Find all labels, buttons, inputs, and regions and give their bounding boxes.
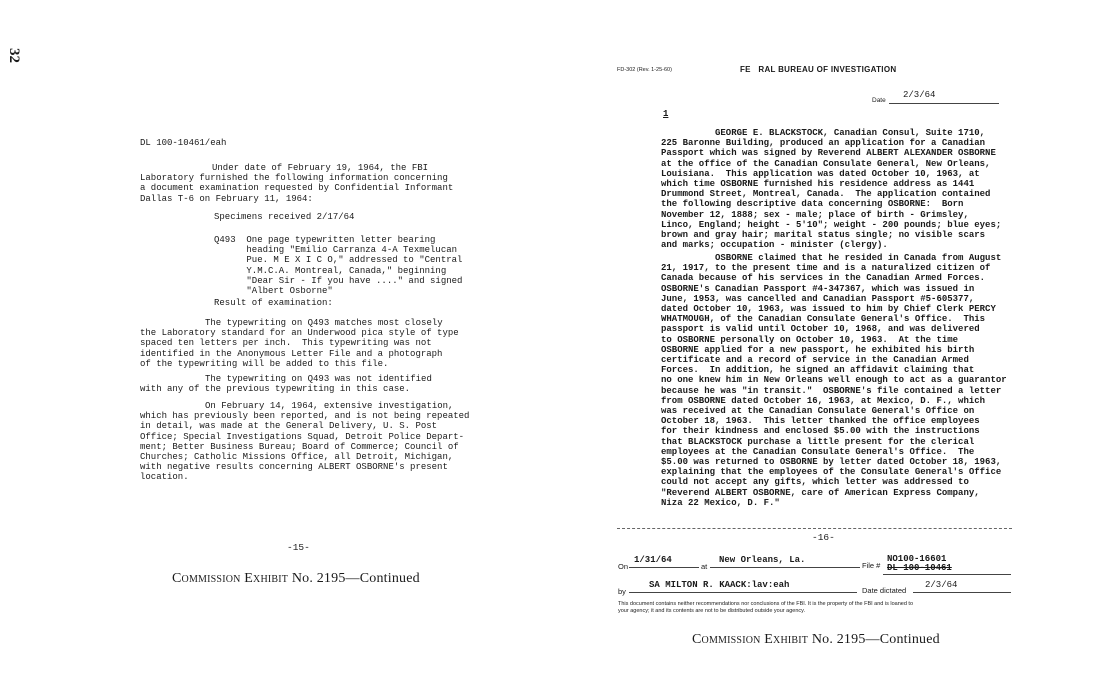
left-paragraph-2 (140, 318, 459, 369)
item-number: 1 (663, 109, 669, 119)
text-line: heading "Emilio Carranza 4-A Texmelucan (214, 245, 458, 256)
file-value-struck: DL 100-10461 (887, 563, 952, 573)
text-line: ment; Better Business Bureau; Board of Commerce; Council of (140, 441, 459, 452)
text-line: Q493 One page typewritten letter bearing (214, 235, 436, 245)
text-line: spaced ten letters per inch. This typewriting was not (140, 338, 432, 349)
dictated-value: 2/3/64 (925, 580, 958, 590)
text-line: Under date of February 19, 1964, the FBI (212, 163, 429, 173)
text-line: from OSBORNE dated October 16, 1963, at Mexico, D. F., which (661, 395, 986, 406)
exhibit-caption-suffix: No. 2195—Continued (291, 571, 420, 586)
left-paragraph-3 (140, 374, 432, 394)
left-page-number: -15- (287, 542, 310, 553)
right-paragraph-2 (661, 253, 1007, 508)
text-line: and marks; occupation - minister (clergy). (661, 240, 888, 251)
text-line: location. (140, 472, 189, 483)
text-line: June, 1953, was cancelled and Canadian Passport #5-605377, (661, 293, 975, 304)
date-label: Date (872, 97, 886, 104)
by-underline (629, 592, 857, 593)
text-line: Linco, England; height - 5'10"; weight - 200 pounds; blue eyes; (661, 219, 1002, 230)
text-line: the following descriptive data concerning OSBORNE: Born (661, 199, 964, 210)
text-line: dated October 10, 1963, was issued to him by Chief Clerk PERCY (661, 304, 996, 315)
on-label: On (618, 562, 629, 571)
text-line: which has previously been reported, and is not being repeated (140, 411, 470, 422)
text-line: $5.00 was returned to OSBORNE by letter dated October 18, 1963, (661, 457, 1002, 468)
text-line: no one knew him in New Orleans well enough to act as a guarantor (661, 375, 1007, 386)
text-line: "Dear Sir - If you have ...." and signed (214, 275, 463, 286)
text-line: could not accept any gifts, which letter was addressed to (661, 477, 969, 488)
text-line: explaining that the employees of the Consulate General's Office (661, 467, 1002, 478)
text-line: brown and gray hair; marital status single; no visible scars (661, 230, 986, 241)
file-value: NO100-16601 (887, 554, 947, 564)
right-page (547, 0, 1094, 691)
text-line: GEORGE E. BLACKSTOCK, Canadian Consul, Suite 1710, (661, 128, 986, 138)
text-line: Louisiana. This application was dated October 10, 1963, at (661, 168, 980, 179)
text-line: 225 Baronne Building, produced an application for a Canadian (661, 138, 986, 149)
right-exhibit-caption (692, 632, 940, 648)
text-line: of the typewriting will be added to this file. (140, 358, 389, 369)
at-underline (710, 567, 860, 568)
text-line: Laboratory furnished the following information concerning (140, 173, 448, 184)
agency-header: FE RAL BUREAU OF INVESTIGATION (740, 65, 897, 74)
text-line: OSBORNE claimed that he resided in Canada from August (661, 253, 1002, 263)
specimens-received: Specimens received 2/17/64 (214, 212, 355, 222)
text-line: The typewriting on Q493 matches most closely (178, 318, 443, 328)
text-line: Y.M.C.A. Montreal, Canada," beginning (214, 265, 447, 276)
text-line: certificate and a record of service in the Canadian Armed (661, 355, 969, 366)
text-line: OSBORNE applied for a new passport, he exhibited his birth (661, 344, 975, 355)
file-reference: DL 100-10461/eah (140, 138, 227, 148)
text-line: "Reverend ALBERT OSBORNE, care of American Express Company, (661, 487, 980, 498)
text-line: WHATMOUGH, of the Canadian Consulate General's Office. This (661, 314, 986, 325)
exhibit-caption-prefix: Commission Exhibit (692, 632, 809, 647)
at-value: New Orleans, La. (719, 555, 806, 565)
text-line: Drummond Street, Montreal, Canada. The application contained (661, 189, 991, 200)
text-line: with any of the previous typewriting in this case. (140, 384, 411, 395)
text-line: November 12, 1888; sex - male; place of birth - Grimsley, (661, 209, 969, 220)
on-underline (629, 567, 699, 568)
text-line: Churches; Catholic Missions Office, all Detroit, Michigan, (140, 452, 454, 463)
text-line: OSBORNE's Canadian Passport #4-347367, which was issued in (661, 283, 975, 294)
date-value: 2/3/64 (903, 90, 936, 100)
text-line: Forces. In addition, he signed an affidavit claiming that (661, 365, 975, 376)
by-value: SA MILTON R. KAACK:lav:eah (649, 580, 790, 590)
dictated-underline (913, 592, 1011, 593)
text-line: to OSBORNE personally on October 10, 1963. At the time (661, 334, 959, 345)
text-line: employees at the Canadian Consulate General's Office. The (661, 446, 975, 457)
volume-page-number: 32 (6, 48, 22, 63)
text-line: was received at the Canadian Consulate General's Office on (661, 406, 975, 417)
text-line: identified in the Anonymous Letter File and a photograph (140, 348, 443, 359)
disclaimer-line: This document contains neither recommendations nor conclusions of the FBI. It is the property of the FBI and is loaned to (618, 601, 914, 607)
file-label: File # (862, 561, 881, 570)
date-underline (889, 103, 999, 104)
text-line: Passport which was signed by Reverend ALBERT ALEXANDER OSBORNE (661, 148, 996, 159)
at-label: at (701, 562, 708, 571)
text-line: for their kindness and enclosed $5.00 with the instructions (661, 426, 980, 437)
text-line: Office; Special Investigations Squad, Detroit Police Depart- (140, 431, 465, 442)
footer-rule (617, 528, 1012, 529)
text-line: "Albert Osborne" (214, 286, 333, 297)
file-underline (883, 574, 1011, 575)
on-value: 1/31/64 (634, 555, 672, 565)
text-line: passport is valid until October 10, 1968, and was delivered (661, 324, 980, 335)
result-heading: Result of examination: (214, 298, 333, 308)
text-line: a document examination requested by Confidential Informant (140, 183, 454, 194)
text-line: Pue. M E X I C O," addressed to "Central (214, 255, 463, 266)
right-page-number: -16- (812, 532, 835, 543)
form-number: FD-302 (Rev. 1-25-60) (617, 67, 672, 73)
by-label: by (618, 587, 626, 596)
footer-disclaimer (618, 601, 913, 614)
text-line: October 18, 1963. This letter thanked the office employees (661, 416, 980, 427)
text-line: the Laboratory standard for an Underwood pica style of type (140, 328, 459, 339)
text-line: Dallas T-6 on February 11, 1964: (140, 193, 313, 204)
exhibit-caption-suffix: No. 2195—Continued (811, 632, 940, 647)
q-item (214, 235, 462, 296)
disclaimer-line: your agency; it and its contents are not to be distributed outside your agency. (618, 607, 806, 614)
dictated-label: Date dictated (862, 586, 907, 595)
left-paragraph-4 (140, 401, 469, 483)
text-line: at the office of the Canadian Consulate General, New Orleans, (661, 158, 991, 169)
text-line: which time OSBORNE furnished his residence address as 1441 (661, 179, 975, 190)
text-line: that BLACKSTOCK purchase a little present for the clerical (661, 436, 975, 447)
text-line: Canada because of his services in the Canadian Armed Forces. (661, 273, 986, 284)
text-line: in detail, was made at the General Delivery, U. S. Post (140, 421, 438, 432)
text-line: 21, 1917, to the present time and is a naturalized citizen of (661, 263, 991, 274)
text-line: because he was "in transit." OSBORNE's file contained a letter (661, 385, 1002, 396)
left-exhibit-caption (172, 571, 420, 587)
right-paragraph-1 (661, 128, 1001, 250)
text-line: The typewriting on Q493 was not identified (178, 374, 432, 384)
text-line: with negative results concerning ALBERT OSBORNE's present (140, 462, 448, 473)
text-line: Niza 22 Mexico, D. F." (661, 497, 780, 508)
exhibit-caption-prefix: Commission Exhibit (172, 571, 289, 586)
left-paragraph-1 (140, 163, 453, 204)
text-line: On February 14, 1964, extensive investigation, (178, 401, 454, 411)
